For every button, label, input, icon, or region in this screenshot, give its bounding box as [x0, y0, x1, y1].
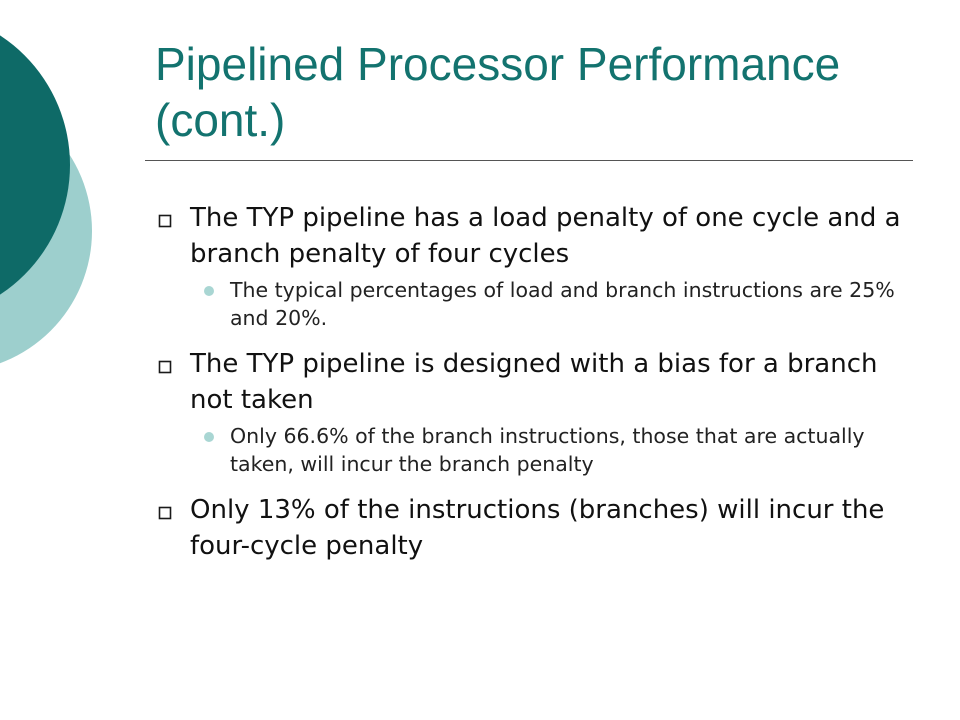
bullet-item-2 [158, 346, 918, 418]
hollow-square-icon [158, 360, 172, 374]
hollow-square-icon [158, 506, 172, 520]
bullet-text: Only 13% of the instructions (branches) will incur the four-cycle penalty [190, 495, 885, 561]
bullet-list [158, 200, 918, 564]
sub-bullet-item-1 [158, 276, 918, 332]
bullet-text: The TYP pipeline has a load penalty of one cycle and a branch penalty of four cycles [190, 203, 901, 269]
bullet-item-1 [158, 200, 918, 272]
bullet-text: The TYP pipeline is designed with a bias for a branch not taken [190, 349, 878, 415]
bullet-item-3 [158, 492, 918, 564]
slide-title: Pipelined Processor Performance (cont.) [155, 38, 841, 146]
hollow-square-icon [158, 214, 172, 228]
title-divider [145, 160, 913, 161]
sub-bullet-item-2 [158, 422, 918, 478]
filled-dot-icon [204, 286, 214, 296]
sub-bullet-text: The typical percentages of load and branch instructions are 25% and 20%. [230, 278, 895, 330]
filled-dot-icon [204, 432, 214, 442]
sub-bullet-text: Only 66.6% of the branch instructions, those that are actually taken, will incur the branch penalty [230, 424, 865, 476]
